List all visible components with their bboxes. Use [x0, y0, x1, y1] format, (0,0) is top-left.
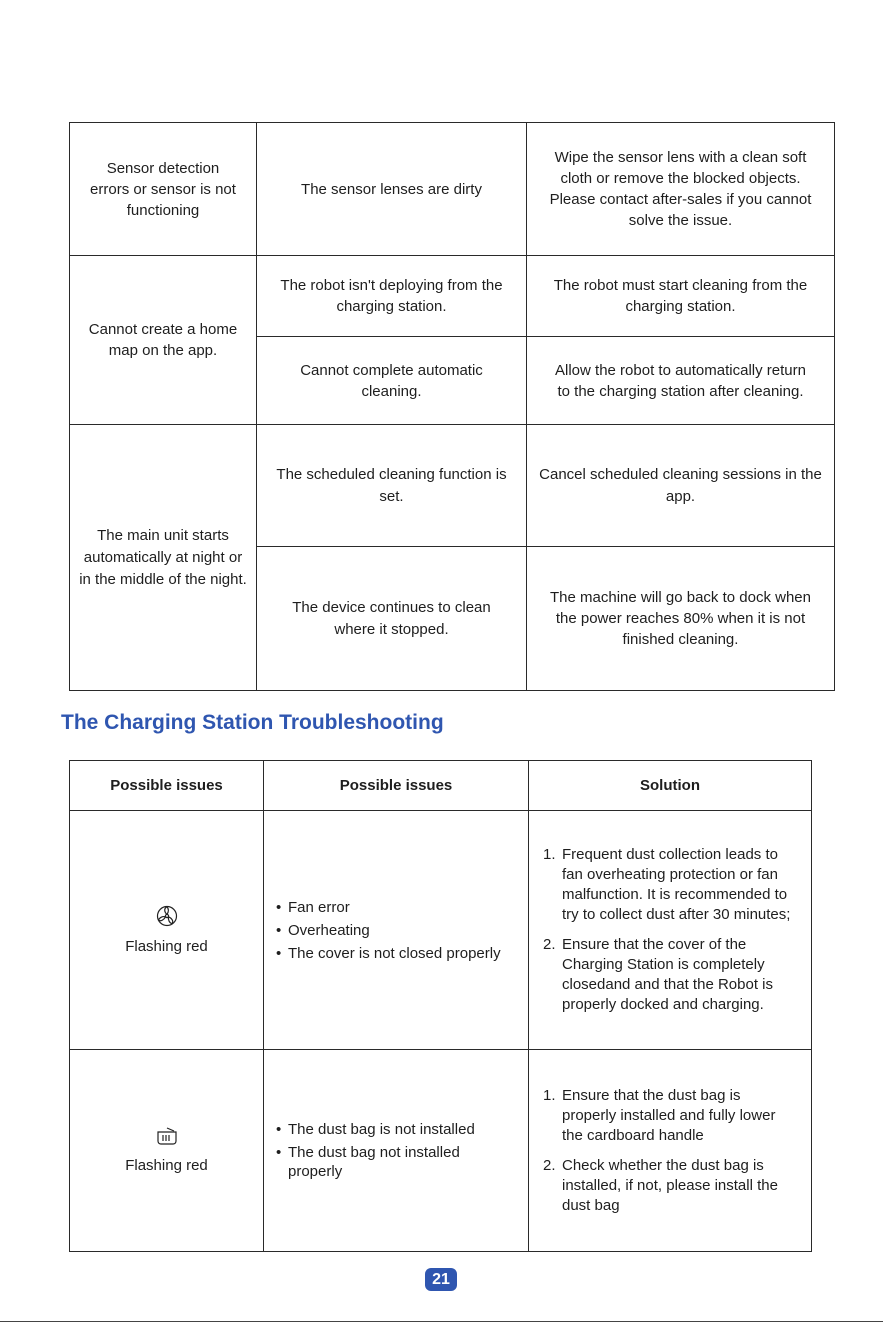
list-item	[543, 935, 797, 1015]
cause-cell: The sensor lenses are dirty	[257, 123, 527, 256]
cause-cell: The device continues to clean where it stopped.	[257, 547, 527, 691]
table-row	[70, 811, 812, 1050]
solution-cell: Allow the robot to automatically return to the charging station after cleaning.	[527, 337, 835, 425]
solution-cell: The robot must start cleaning from the charging station.	[527, 256, 835, 337]
fan-icon	[155, 904, 179, 928]
list-item	[543, 1156, 797, 1216]
table-row	[70, 1050, 812, 1252]
cause-cell: Cannot complete automatic cleaning.	[257, 337, 527, 425]
table-row	[70, 256, 835, 337]
status-text: Flashing red	[125, 937, 208, 955]
solution-cell: The machine will go back to dock when the power reaches 80% when it is not finished cleaning.	[527, 547, 835, 691]
step-number: 2.	[543, 936, 556, 953]
column-header: Solution	[529, 761, 812, 811]
list-item: • The dust bag not installed properly	[276, 1143, 516, 1181]
step-text: Check whether the dust bag is installed, if not, please install the dust bag	[562, 1156, 778, 1214]
step-text: Ensure that the cover of the Charging Station is completely closedand and that the Robot is properly docked and charging.	[562, 936, 773, 1013]
issues-cell	[264, 811, 529, 1050]
step-number: 1.	[543, 1086, 556, 1104]
section-heading: The Charging Station Troubleshooting	[61, 711, 444, 734]
issue-list	[276, 898, 516, 963]
issue-cell: Cannot create a home map on the app.	[70, 256, 257, 425]
table-header-row	[70, 761, 812, 811]
solution-cell	[529, 811, 812, 1050]
issue-cell: The main unit starts automatically at night or in the middle of the night.	[70, 425, 257, 691]
step-number: 1.	[543, 846, 556, 863]
issues-cell	[264, 1050, 529, 1252]
list-item	[543, 845, 797, 925]
step-text: Frequent dust collection leads to fan overheating protection or fan malfunction. It is recommended to try to collect dust after 30 minutes;	[562, 846, 791, 923]
charging-station-table	[69, 760, 812, 1252]
step-number: 2.	[543, 1156, 556, 1174]
solution-list	[543, 845, 797, 1015]
issue-list	[276, 1120, 516, 1181]
page-number-badge: 21	[425, 1268, 457, 1291]
list-item: • The cover is not closed properly	[276, 944, 516, 963]
table-row	[70, 425, 835, 547]
step-text: Ensure that the dust bag is properly installed and fully lower the cardboard handle	[562, 1086, 776, 1144]
list-item: • Overheating	[276, 921, 516, 940]
column-header: Possible issues	[264, 761, 529, 811]
divider	[0, 1321, 883, 1322]
list-item: • The dust bag is not installed	[276, 1120, 516, 1139]
solution-cell: Cancel scheduled cleaning sessions in the app.	[527, 425, 835, 547]
issue-cell: Sensor detection errors or sensor is not functioning	[70, 123, 257, 256]
solution-cell: Wipe the sensor lens with a clean soft cloth or remove the blocked objects. Please contact after-sales if you cannot solve the issue.	[527, 123, 835, 256]
dust-bag-icon	[155, 1125, 179, 1147]
table-row	[70, 123, 835, 256]
list-item	[543, 1086, 797, 1146]
cause-cell: The scheduled cleaning function is set.	[257, 425, 527, 547]
list-item: • Fan error	[276, 898, 516, 917]
status-text: Flashing red	[125, 1157, 208, 1174]
troubleshooting-table	[69, 122, 835, 691]
column-header: Possible issues	[70, 761, 264, 811]
cause-cell: The robot isn't deploying from the charging station.	[257, 256, 527, 337]
indicator-cell	[70, 811, 264, 1050]
solution-cell	[529, 1050, 812, 1252]
solution-list	[543, 1086, 797, 1216]
indicator-cell	[70, 1050, 264, 1252]
